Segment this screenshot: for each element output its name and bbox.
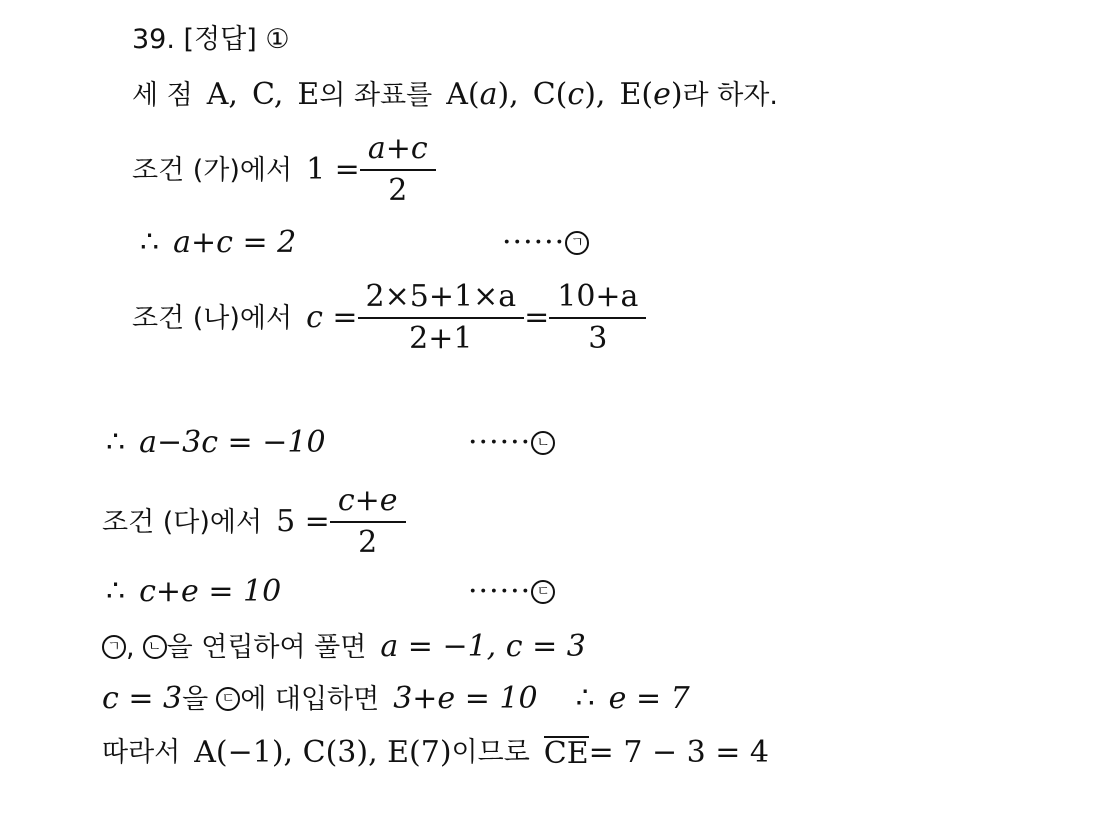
condition-ga-label: 조건 (가)에서 xyxy=(132,154,293,186)
solution-values: a = −1, c = 3 xyxy=(380,629,586,664)
result-ga-line xyxy=(140,225,297,260)
therefore-symbol: ∴ xyxy=(106,574,126,609)
section-formula-fraction xyxy=(362,279,521,356)
solve-system-line xyxy=(102,629,586,664)
coord-c-var: c xyxy=(567,77,585,112)
fraction-numerator: a+c xyxy=(367,131,428,166)
coord-e-close: ) xyxy=(670,77,683,112)
problem-title: 39. [정답] ① xyxy=(132,24,290,55)
segment-ce: CE xyxy=(543,736,589,771)
leader-dots: ······ xyxy=(502,225,566,260)
condition-da-fraction xyxy=(334,483,402,560)
equals-sign: = xyxy=(524,300,550,335)
coord-a-open: A( xyxy=(446,77,480,112)
fraction-denominator: 3 xyxy=(549,317,646,354)
fraction-numerator: 10+a xyxy=(557,279,639,314)
condition-na-lhs: c = xyxy=(306,300,358,335)
coord-a-close: ), xyxy=(497,77,519,112)
circled-nieun-icon: ㄴ xyxy=(143,635,167,659)
conclusion-text-2: 이므로 xyxy=(451,737,530,768)
circled-digeut-icon: ㄷ xyxy=(531,580,555,604)
circled-digeut-icon: ㄷ xyxy=(216,687,240,711)
point-a-label: A, xyxy=(206,77,238,112)
segment-length: = 7 − 3 = 4 xyxy=(588,734,770,770)
equation-3-tag xyxy=(468,574,555,609)
condition-da-lhs: 5 = xyxy=(276,504,330,539)
result-da-line xyxy=(106,574,282,609)
therefore-symbol: ∴ xyxy=(106,425,126,460)
condition-na-label: 조건 (나)에서 xyxy=(132,302,293,334)
coord-c-close: ), xyxy=(584,77,606,112)
coord-e-var: e xyxy=(653,77,671,112)
condition-ga-fraction xyxy=(364,131,432,208)
coord-e-open: E( xyxy=(619,77,654,112)
substitute-text-2: 에 대입하면 xyxy=(240,683,380,715)
leader-dots: ······ xyxy=(468,425,532,460)
solve-system-text: 을 연립하여 풀면 xyxy=(166,631,367,663)
therefore-symbol: ∴ xyxy=(140,225,160,260)
equation-3: c+e = 10 xyxy=(139,574,282,609)
conclusion-line xyxy=(102,736,769,769)
c-value: c = 3 xyxy=(102,681,183,716)
therefore-symbol: ∴ xyxy=(575,681,595,716)
substitute-text-1: 을 xyxy=(182,683,209,715)
point-c-label: C, xyxy=(251,77,284,112)
equation-1: a+c = 2 xyxy=(173,225,297,260)
condition-ga-lhs: 1 = xyxy=(306,152,360,187)
conclusion-text-1: 따라서 xyxy=(102,737,181,768)
condition-na-line xyxy=(132,279,646,356)
fraction-denominator: 2 xyxy=(360,169,436,206)
condition-da-label: 조건 (다)에서 xyxy=(102,506,263,538)
circled-nieun-icon: ㄴ xyxy=(531,431,555,455)
coord-a-var: a xyxy=(479,77,498,112)
leader-dots: ······ xyxy=(468,574,532,609)
condition-ga-line xyxy=(132,131,436,208)
condition-da-line xyxy=(102,483,406,560)
substitute-line xyxy=(102,681,690,716)
intro-text-3: 라 하자. xyxy=(682,79,778,111)
circled-giyeok-icon: ㄱ xyxy=(102,635,126,659)
substituted-equation: 3+e = 10 xyxy=(393,681,538,716)
point-coordinates: A(−1), C(3), E(7) xyxy=(194,734,452,770)
fraction-denominator: 2 xyxy=(330,521,406,558)
equation-1-tag xyxy=(502,225,589,260)
intro-line xyxy=(132,77,778,112)
comma: , xyxy=(126,631,135,663)
point-e-label: E xyxy=(297,77,320,112)
fraction-numerator: 2×5+1×a xyxy=(365,279,517,314)
equation-2: a−3c = −10 xyxy=(139,425,326,460)
circled-giyeok-icon: ㄱ xyxy=(565,231,589,255)
intro-text-2: 의 좌표를 xyxy=(319,79,433,111)
simplified-fraction xyxy=(553,279,642,356)
e-value: e = 7 xyxy=(608,681,690,716)
fraction-numerator: c+e xyxy=(337,483,398,518)
equation-2-tag xyxy=(468,425,555,460)
coord-c-open: C( xyxy=(532,77,568,112)
result-na-line xyxy=(106,425,326,460)
fraction-denominator: 2+1 xyxy=(358,317,525,354)
intro-text-1: 세 점 xyxy=(132,79,193,111)
